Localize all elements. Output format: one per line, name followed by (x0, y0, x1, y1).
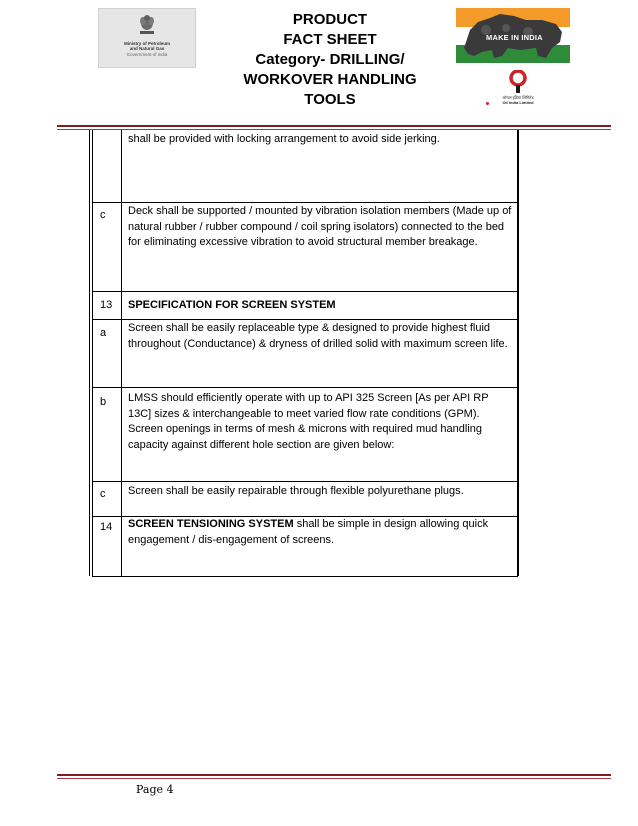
table-row (93, 320, 517, 387)
row-text: Screen shall be easily replaceable type & designed to provide highest fluid throughout (Conductance) & dryness of drilled solid with maximum screen life. (128, 322, 508, 350)
row-heading: SPECIFICATION FOR SCREEN SYSTEM (128, 299, 336, 311)
row-number: a (100, 327, 107, 339)
row-text (128, 517, 513, 548)
make-in-india-text: MAKE IN INDIA (486, 33, 543, 42)
footer-rule (57, 774, 611, 776)
page-number: Page 4 (136, 783, 174, 796)
table-row (93, 482, 517, 516)
make-in-india-logo (456, 8, 570, 63)
row-number: 13 (100, 299, 113, 311)
table-row (93, 388, 517, 481)
ministry-name-line3: Government of India (126, 52, 168, 57)
title-line: PRODUCT (292, 11, 368, 28)
row-text: shall be provided with locking arrangement to avoid side jerking. (128, 133, 440, 145)
title-line: FACT SHEET (283, 31, 377, 48)
table-outer-border-left (89, 130, 90, 576)
document-title (230, 10, 430, 110)
red-dot (486, 102, 489, 105)
footer-rule-thin (57, 778, 611, 779)
title-line: TOOLS (304, 91, 356, 108)
ministry-name-line2: and Natural Gas (129, 46, 165, 51)
table-row (93, 292, 517, 319)
row-text-rest: shall be simple in design allowing quick engagement / dis-engagement of screens. (128, 518, 489, 546)
oil-drop-icon (500, 70, 536, 94)
row-text: Screen shall be easily repairable through flexible polyurethane plugs. (128, 485, 464, 497)
row-text: Deck shall be supported / mounted by vibration isolation members (Made up of natural rubber / rubber compound / coil spring isolators) connected to the bed for eliminating excessive vibration to avoid structural member breakage. (128, 205, 512, 248)
title-line: WORKOVER HANDLING (243, 71, 417, 88)
table-row (93, 517, 517, 575)
row-text-bold: SCREEN TENSIONING SYSTEM (128, 518, 294, 530)
oil-india-hindi-name: ऑयल इंडिया लिमिटेड (502, 95, 534, 100)
national-emblem-icon (137, 13, 157, 37)
oil-india-english-name: Oil India Limited (502, 100, 534, 105)
ministry-logo (98, 8, 196, 68)
row-number: c (100, 209, 106, 221)
title-line: Category- DRILLING/ (255, 51, 405, 68)
table-outer-border-right (518, 130, 519, 576)
row-number: 14 (100, 521, 113, 533)
row-number: b (100, 396, 107, 408)
specification-table (92, 130, 518, 577)
row-text: LMSS should efficiently operate with up to API 325 Screen [As per API RP 13C] sizes & interchangeable to meet varied flow rate conditions (GPM). Screen openings in terms of mesh & microns with required mud handling capacity against different hole section are given below: (128, 392, 489, 451)
row-number: c (100, 488, 106, 500)
table-row (93, 130, 517, 202)
ministry-name-line1: Ministry of Petroleum (123, 41, 170, 46)
header-rule (57, 125, 611, 127)
oil-india-logo (500, 70, 536, 114)
table-row (93, 203, 517, 291)
